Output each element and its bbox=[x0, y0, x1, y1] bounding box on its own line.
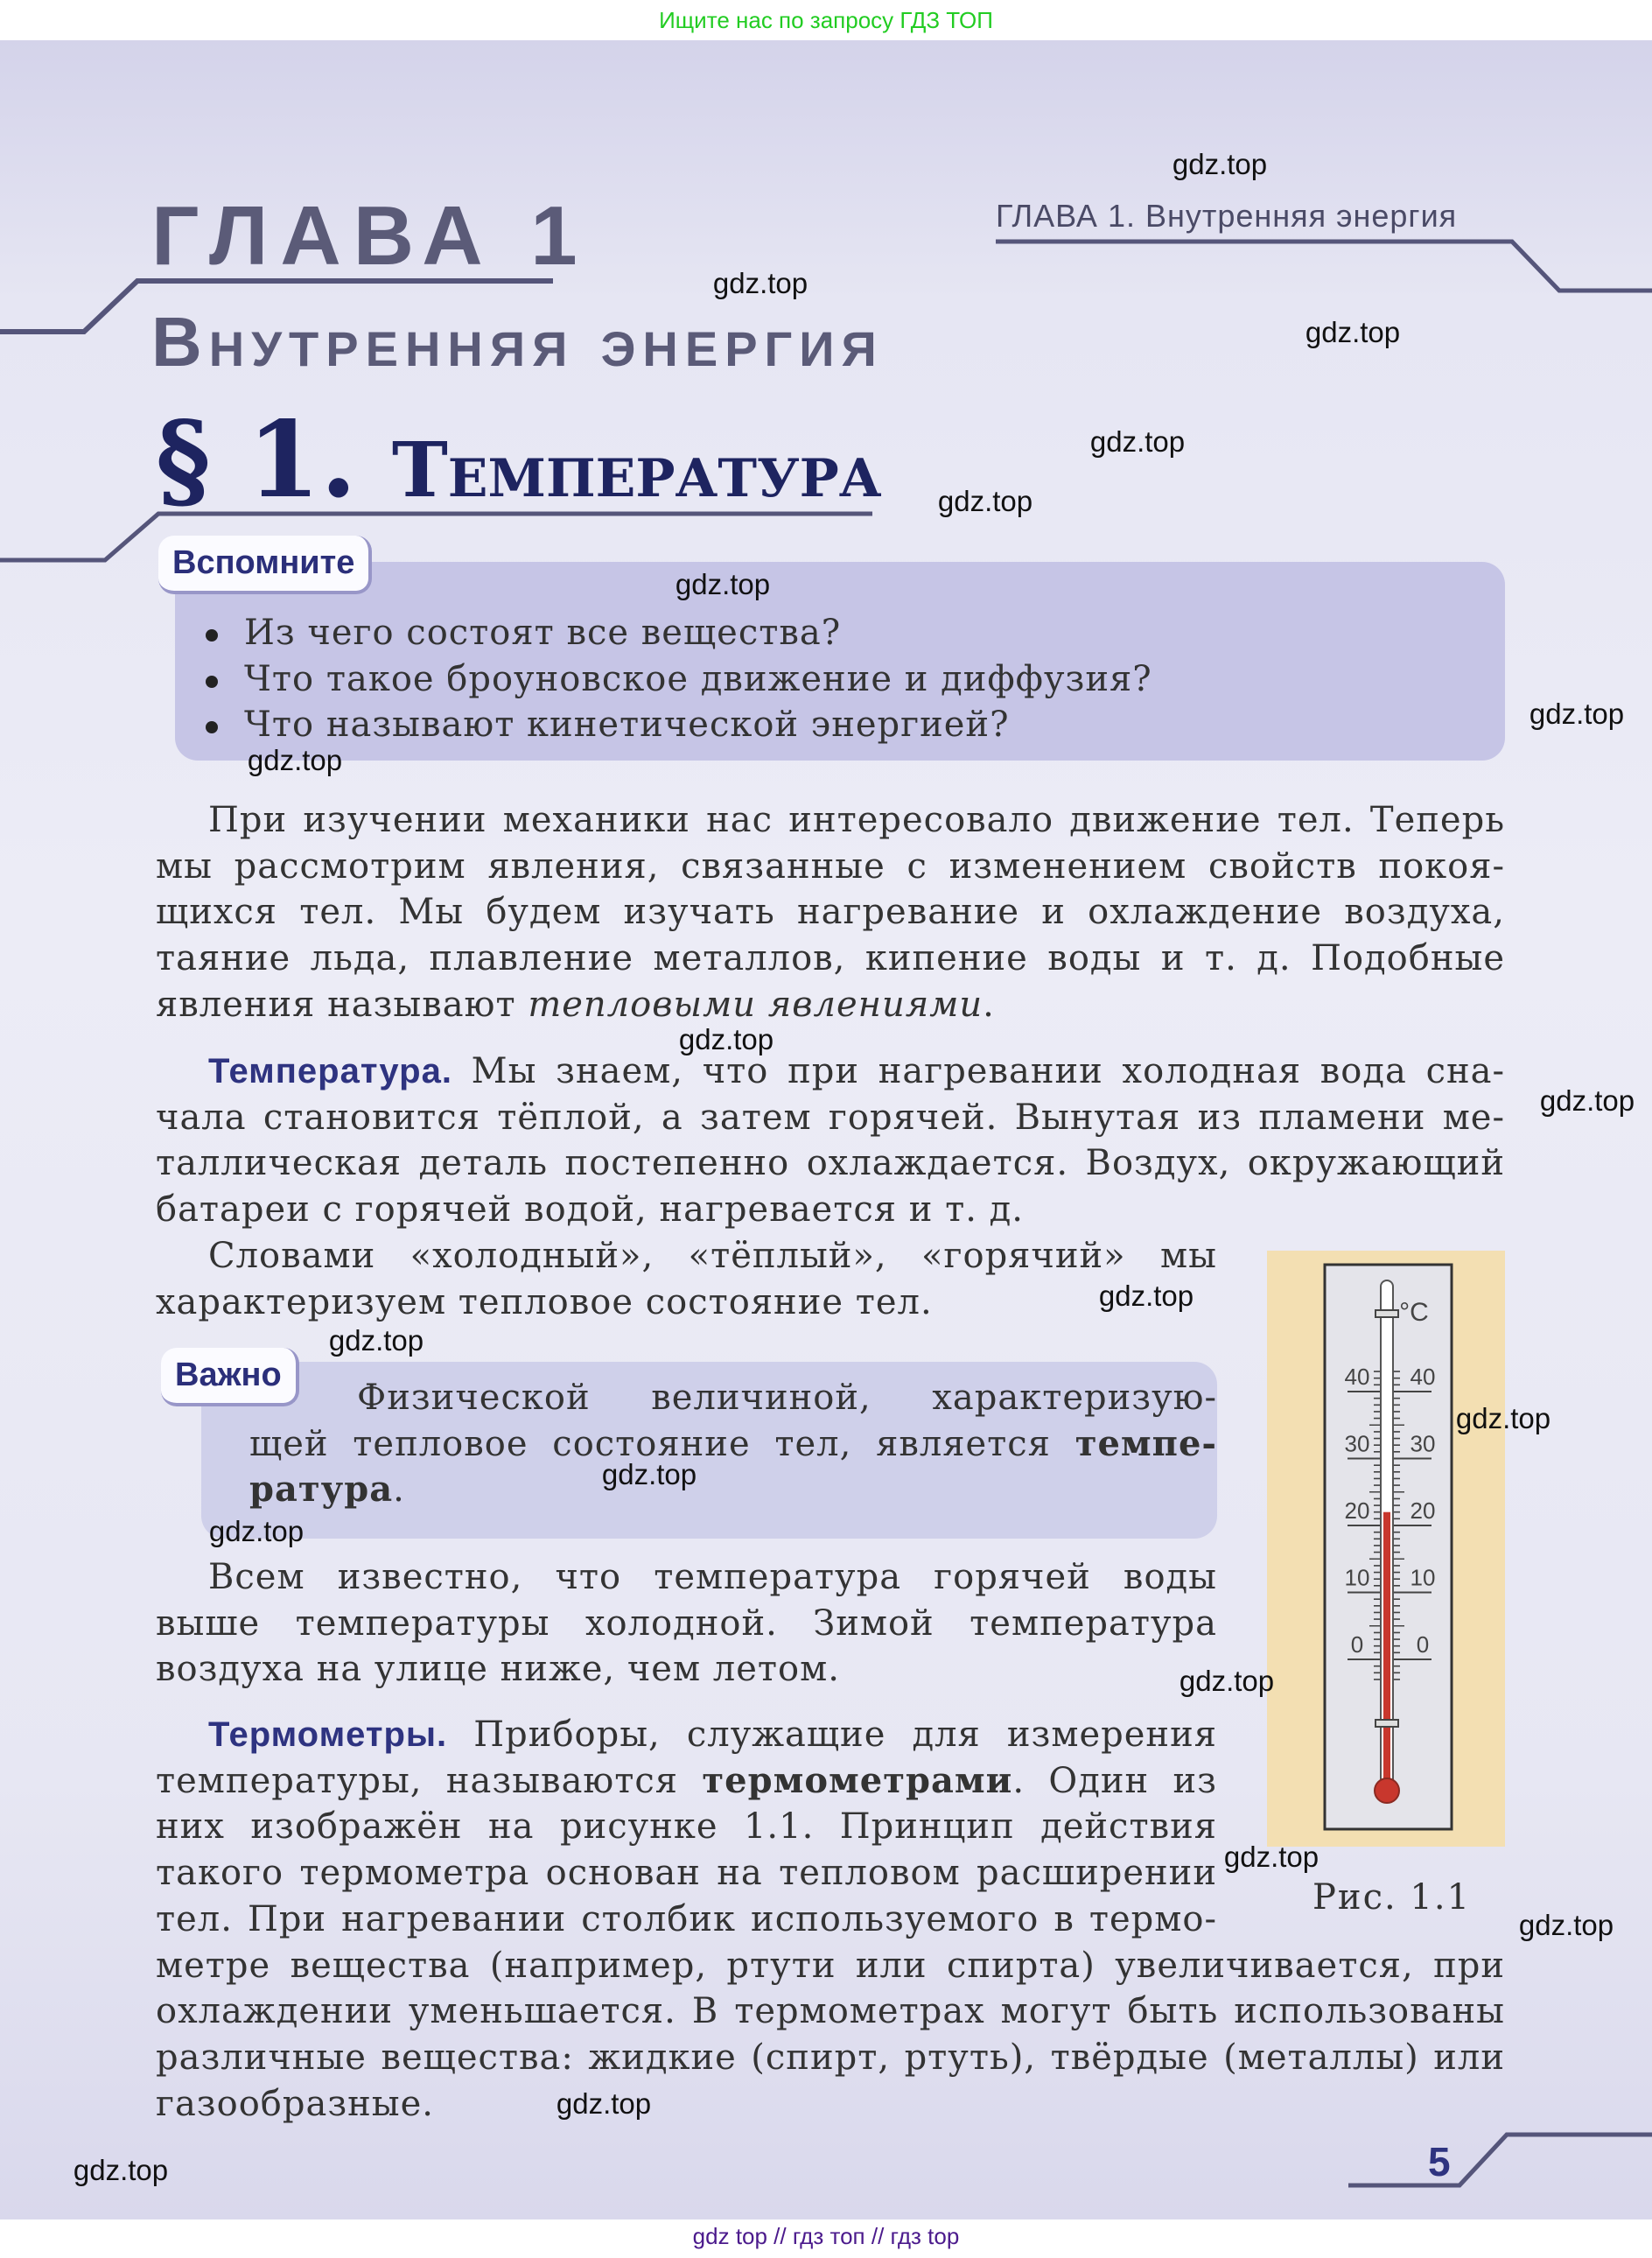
text-segment: чала становится тёплой, а затем горячей. Вынутая из пламени ме- bbox=[156, 1097, 1505, 1138]
text-segment: . Один из bbox=[1012, 1760, 1217, 1801]
recall-question: Что называют кинетической энергией? bbox=[206, 705, 1010, 745]
liquid-column bbox=[1383, 1512, 1390, 1791]
text-segment: Словами «холодный», «тёплый», «горячий» мы bbox=[208, 1236, 1217, 1276]
watermark: gdz.top bbox=[1089, 425, 1186, 458]
watermark: gdz.top bbox=[678, 1023, 774, 1055]
text-line bbox=[156, 1095, 1505, 1141]
scale-label: 40 bbox=[1410, 1364, 1436, 1390]
text-line bbox=[156, 1988, 1505, 2035]
text-segment: таллическая деталь постепенно охлаждается. Воздух, окружающий bbox=[156, 1143, 1505, 1184]
watermark: gdz.top bbox=[937, 485, 1033, 517]
text-segment: Мы знаем, что при нагревании холодная вода сна- bbox=[452, 1051, 1505, 1091]
text-line bbox=[156, 1140, 1505, 1187]
recall-question: Что такое броуновское движение и диффузия? bbox=[206, 659, 1152, 699]
text-segment: газообразные. bbox=[156, 2083, 435, 2124]
bold-term: ратура bbox=[249, 1469, 394, 1511]
scale-label: 20 bbox=[1344, 1497, 1370, 1524]
scale-label: 10 bbox=[1344, 1564, 1370, 1591]
section-number: § 1. bbox=[156, 398, 357, 522]
inline-heading: Термометры. bbox=[208, 1715, 448, 1754]
search-banner: Ищите нас по запросу ГДЗ ТОП bbox=[659, 7, 993, 33]
tube-clip bbox=[1376, 1310, 1398, 1317]
watermark: gdz.top bbox=[247, 744, 343, 776]
text-line bbox=[156, 1897, 1217, 1943]
text-segment: . bbox=[983, 984, 995, 1025]
text-segment: . bbox=[393, 1469, 405, 1511]
paragraph bbox=[156, 797, 1505, 1028]
watermark: gdz.top bbox=[675, 568, 771, 600]
watermark: gdz.top bbox=[1172, 148, 1268, 180]
text-segment: батареи с горячей водой, нагревается и т. д. bbox=[156, 1189, 1024, 1231]
recall-question: Из чего состоят все вещества? bbox=[206, 613, 841, 653]
text-line bbox=[156, 1187, 1024, 1233]
bullet-icon bbox=[206, 676, 218, 688]
text-line bbox=[156, 1280, 933, 1326]
scale-label: 0 bbox=[1416, 1631, 1430, 1658]
paragraph bbox=[156, 1233, 1217, 1325]
scale-label: 10 bbox=[1410, 1564, 1436, 1591]
watermark: gdz.top bbox=[208, 1515, 304, 1547]
running-head: ГЛАВА 1. Внутренняя энергия bbox=[996, 198, 1458, 234]
text-segment: Всем известно, что температура горячей воды bbox=[208, 1557, 1217, 1597]
bullet-icon bbox=[206, 629, 218, 642]
text-segment: выше температуры холодной. Зимой температура bbox=[156, 1602, 1217, 1644]
bold-term: термометрами bbox=[702, 1759, 1013, 1801]
text-line bbox=[156, 1233, 1217, 1280]
figure-caption: Рис. 1.1 bbox=[1312, 1877, 1472, 1918]
text-segment: Физической величиной, характеризую- bbox=[357, 1378, 1217, 1418]
text-line bbox=[156, 1712, 1217, 1758]
watermark: gdz.top bbox=[1455, 1402, 1551, 1434]
text-line bbox=[156, 797, 1505, 844]
unit-label: °C bbox=[1399, 1298, 1429, 1327]
text-line bbox=[156, 1758, 1217, 1805]
text-segment: таяние льда, плавление металлов, кипение воды и т. д. Подобные bbox=[156, 938, 1505, 979]
footer-banner: gdz top // гдз топ // гдз top bbox=[692, 2223, 960, 2249]
important-tab: Важно bbox=[161, 1348, 299, 1406]
thermometer-bulb bbox=[1375, 1778, 1399, 1803]
text-segment: щихся тел. Мы будем изучать нагревание и охлаждение воздуха, bbox=[156, 892, 1505, 933]
text-line bbox=[156, 936, 1505, 982]
text-line bbox=[156, 1048, 1505, 1095]
scale-label: 30 bbox=[1344, 1430, 1370, 1457]
paragraph bbox=[156, 1554, 1217, 1693]
text-line bbox=[156, 1601, 1217, 1647]
watermark: gdz.top bbox=[1223, 1841, 1320, 1873]
page-number: 5 bbox=[1428, 2139, 1451, 2184]
watermark: gdz.top bbox=[328, 1324, 424, 1357]
scale-label: 20 bbox=[1410, 1497, 1436, 1524]
text-segment: характеризуем тепловое состояние тел. bbox=[156, 1281, 933, 1322]
text-line bbox=[249, 1421, 1217, 1468]
inline-heading: Температура. bbox=[208, 1052, 452, 1090]
watermark: gdz.top bbox=[712, 267, 808, 299]
text-segment: такого термометра основан на тепловом расширении bbox=[156, 1853, 1217, 1894]
text-line bbox=[156, 1850, 1217, 1897]
watermark: gdz.top bbox=[1529, 698, 1625, 730]
text-segment: явления называют bbox=[156, 984, 528, 1025]
text-line bbox=[156, 982, 995, 1028]
watermark: gdz.top bbox=[1098, 1280, 1194, 1312]
text-segment: метре вещества (например, ртути или спирта) увеличивается, при bbox=[156, 1945, 1505, 1986]
text-line bbox=[156, 2081, 434, 2128]
watermark: gdz.top bbox=[73, 2154, 169, 2186]
watermark: gdz.top bbox=[1539, 1084, 1635, 1117]
text-segment: воздуха на улице ниже, чем летом. bbox=[156, 1649, 840, 1690]
text-line bbox=[156, 1646, 840, 1693]
text-segment: мы рассмотрим явления, связанные с изменением свойств покоя- bbox=[156, 845, 1505, 887]
watermark: gdz.top bbox=[1305, 316, 1401, 348]
running-head-rule bbox=[996, 242, 1652, 291]
paragraph bbox=[156, 1048, 1505, 1233]
tube-clip bbox=[1376, 1720, 1398, 1727]
watermark: gdz.top bbox=[1518, 1909, 1614, 1941]
scale-label: 0 bbox=[1350, 1631, 1364, 1658]
text-segment: различные вещества: жидкие (спирт, ртуть), твёрдые (металлы) или bbox=[156, 2037, 1505, 2078]
section-heading bbox=[156, 398, 882, 522]
section-title: Температура bbox=[391, 426, 882, 515]
text-line bbox=[249, 1375, 1217, 1421]
chapter-label: ГЛАВА 1 bbox=[151, 189, 590, 283]
text-segment: тел. При нагревании столбик используемого в термо- bbox=[156, 1898, 1217, 1939]
text-segment: них изображён на рисунке 1.1. Принцип действия bbox=[156, 1806, 1217, 1848]
watermark: gdz.top bbox=[601, 1458, 697, 1490]
text-segment: щей тепловое состояние тел, является bbox=[249, 1423, 1075, 1464]
chapter-title: Внутренняя энергия bbox=[151, 303, 884, 381]
text-segment: При изучении механики нас интересовало движение тел. Теперь bbox=[208, 800, 1505, 840]
watermark: gdz.top bbox=[556, 2087, 652, 2120]
text-line bbox=[156, 889, 1505, 936]
text-line bbox=[156, 1943, 1505, 1989]
thermometer-figure bbox=[1267, 1251, 1505, 1847]
text-segment: Приборы, служащие для измерения bbox=[447, 1715, 1217, 1755]
bold-term: темпе- bbox=[1074, 1422, 1217, 1464]
text-line bbox=[156, 1554, 1217, 1601]
text-line bbox=[249, 1467, 405, 1513]
scale-label: 40 bbox=[1344, 1364, 1370, 1390]
text-segment: температуры, называются bbox=[156, 1760, 703, 1801]
scale-label: 30 bbox=[1410, 1430, 1436, 1457]
text-line bbox=[156, 1804, 1217, 1850]
text-line bbox=[156, 844, 1505, 890]
text-line bbox=[156, 2035, 1505, 2081]
italic-term: тепловыми явлениями bbox=[528, 984, 984, 1025]
bullet-icon bbox=[206, 721, 218, 733]
important-text bbox=[249, 1375, 1217, 1513]
page-number-rule bbox=[1348, 2135, 1652, 2185]
watermark: gdz.top bbox=[1179, 1665, 1275, 1697]
recall-tab: Вспомните bbox=[158, 536, 372, 594]
text-segment: охлаждении уменьшается. В термометрах могут быть использованы bbox=[156, 1991, 1505, 2032]
